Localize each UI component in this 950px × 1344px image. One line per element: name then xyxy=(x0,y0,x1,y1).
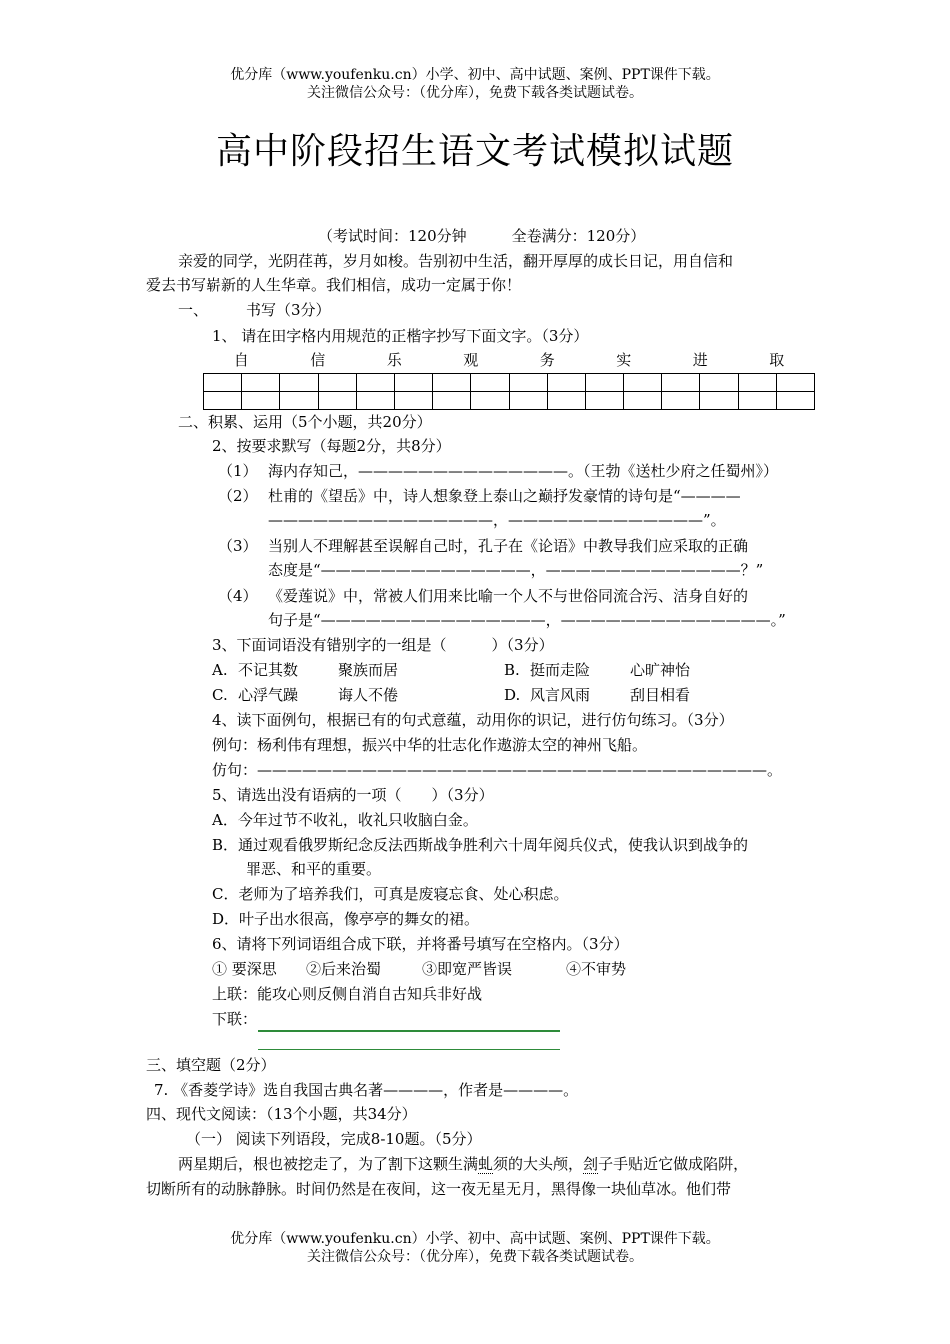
item-text: 杜甫的《望岳》中，诗人想象登上泰山之巅抒发豪情的诗句是“———— xyxy=(268,487,741,505)
option-word: 刮目相看 xyxy=(630,686,691,704)
footer-line-2: 关注微信公众号：（优分库），免费下载各类试题试卷。 xyxy=(307,1249,643,1265)
copy-char: 信 xyxy=(310,351,326,369)
option-b-cont: 罪恶、和平的重要。 xyxy=(246,860,382,878)
section1-heading: 书写（3分） xyxy=(246,301,331,319)
grid-cell[interactable] xyxy=(204,392,242,410)
section4-heading: 四、现代文阅读：（13个小题，共34分） xyxy=(146,1105,417,1123)
passage-text: 子手贴近它做成陷阱， xyxy=(598,1155,749,1173)
grid-cell[interactable] xyxy=(318,374,356,392)
question-1: 1、 请在田字格内用规范的正楷字抄写下面文字。（3分） xyxy=(212,327,589,345)
grid-cell[interactable] xyxy=(433,392,471,410)
passage-text: 两星期后，根也被挖走了，为了割下这颗生满 xyxy=(178,1155,479,1173)
grid-cell[interactable] xyxy=(280,374,318,392)
item-text: 《爱莲说》中，常被人们用来比喻一个人不与世俗同流合污、洁身自好的 xyxy=(268,587,749,605)
copy-char: 自 xyxy=(233,351,249,369)
item-number: （4） xyxy=(218,587,258,605)
grid-cell[interactable] xyxy=(585,392,623,410)
grid-cell[interactable] xyxy=(662,392,700,410)
option-word: 不记其数 xyxy=(238,661,299,679)
tianzige-grid[interactable] xyxy=(203,373,815,410)
grid-cell[interactable] xyxy=(624,392,662,410)
couplet-option: ③即宽严皆误 xyxy=(422,960,513,978)
option-a: A．今年过节不收礼，收礼只收脑白金。 xyxy=(212,811,478,829)
option-word: 聚族而居 xyxy=(338,661,399,679)
grid-cell[interactable] xyxy=(471,374,509,392)
grid-cell[interactable] xyxy=(394,392,432,410)
reading-paragraph-line-2: 切断所有的动脉静脉。时间仍然是在夜间，这一夜无星无月，黑得像一块仙草冰。他们带 xyxy=(146,1180,732,1198)
reading-paragraph-line-1 xyxy=(178,1153,748,1175)
footer-line-1: 优分库（www.youfenku.cn）小学、初中、高中试题、案例、PPT课件下载。 xyxy=(230,1231,720,1247)
copy-char: 务 xyxy=(539,351,555,369)
item-text-cont: 态度是“——————————————，—————————————？” xyxy=(268,561,764,579)
option-b: B．通过观看俄罗斯纪念反法西斯战争胜利六十周年阅兵仪式，使我认识到战争的 xyxy=(212,836,749,854)
grid-cell[interactable] xyxy=(204,374,242,392)
question-4-example: 例句：杨利伟有理想，振兴中华的壮志化作遨游太空的神州飞船。 xyxy=(212,736,648,754)
section2-heading: 二、积累、运用（5个小题，共20分） xyxy=(178,413,432,431)
question-6: 6、请将下列词语组合成下联，并将番号填写在空格内。（3分） xyxy=(212,935,629,953)
grid-cell[interactable] xyxy=(471,392,509,410)
item-text-cont: 句子是“———————————————，——————————————。” xyxy=(268,611,786,629)
intro-line-2: 爱去书写崭新的人生华章。我们相信，成功一定属于你！ xyxy=(146,276,522,294)
grid-cell[interactable] xyxy=(738,392,776,410)
grid-cell[interactable] xyxy=(356,374,394,392)
copy-characters xyxy=(203,349,815,371)
intro-line-1: 亲爱的同学，光阴荏苒，岁月如梭。告别初中生活，翻开厚厚的成长日记，用自信和 xyxy=(178,252,734,270)
grid-cell[interactable] xyxy=(585,374,623,392)
grid-cell[interactable] xyxy=(700,374,738,392)
option-d: D．叶子出水很高，像亭亭的舞女的裙。 xyxy=(212,910,480,928)
exam-info: （考试时间：120分钟 全卷满分：120分） xyxy=(318,227,646,245)
question-3: 3、下面词语没有错别字的一组是（ ）（3分） xyxy=(212,636,554,654)
option-word: 心浮气躁 xyxy=(238,686,299,704)
copy-char: 进 xyxy=(692,351,708,369)
item-number: （3） xyxy=(218,537,258,555)
couplet-option: ④不审势 xyxy=(566,960,627,978)
grid-cell[interactable] xyxy=(776,374,814,392)
option-label: A. xyxy=(212,661,228,679)
answer-line[interactable] xyxy=(258,1049,560,1050)
item-text: 海内存知己，——————————————。（王勃《送杜少府之任蜀州》） xyxy=(268,462,779,480)
grid-cell[interactable] xyxy=(547,392,585,410)
question-7: 7. 《香菱学诗》选自我国古典名著————，作者是————。 xyxy=(154,1081,579,1099)
couplet-lower-label: 下联： xyxy=(212,1010,258,1028)
option-label: D. xyxy=(504,686,521,704)
copy-char: 观 xyxy=(463,351,479,369)
question-2: 2、按要求默写（每题2分，共8分） xyxy=(212,437,451,455)
item-number: （1） xyxy=(218,462,258,480)
grid-cell[interactable] xyxy=(242,374,280,392)
item-number: （2） xyxy=(218,487,258,505)
question-4-answer: 仿句：——————————————————————————————————。 xyxy=(212,761,783,779)
option-word: 风言风雨 xyxy=(530,686,591,704)
grid-cell[interactable] xyxy=(356,392,394,410)
grid-cell[interactable] xyxy=(509,374,547,392)
answer-line[interactable] xyxy=(258,1030,560,1032)
section1-number: 一、 xyxy=(178,301,209,319)
question-5: 5、请选出没有语病的一项（ ）（3分） xyxy=(212,786,494,804)
couplet-option: ②后来治蜀 xyxy=(306,960,382,978)
couplet-option: ① 要深思 xyxy=(212,960,277,978)
option-label: C. xyxy=(212,686,228,704)
item-text: 当别人不理解甚至误解自己时，孔子在《论语》中教导我们应采取的正确 xyxy=(268,537,749,555)
option-word: 心旷神怡 xyxy=(630,661,691,679)
grid-cell[interactable] xyxy=(318,392,356,410)
grid-cell[interactable] xyxy=(738,374,776,392)
grid-cell[interactable] xyxy=(700,392,738,410)
grid-cell[interactable] xyxy=(776,392,814,410)
couplet-upper: 上联：能攻心则反侧自消自古知兵非好战 xyxy=(212,985,483,1003)
grid-cell[interactable] xyxy=(624,374,662,392)
option-label: B. xyxy=(504,661,520,679)
section3-heading: 三、填空题（2分） xyxy=(146,1056,276,1074)
header-line-1: 优分库（www.youfenku.cn）小学、初中、高中试题、案例、PPT课件下载。 xyxy=(230,67,720,83)
copy-char: 乐 xyxy=(386,351,402,369)
header-line-2: 关注微信公众号：（优分库），免费下载各类试题试卷。 xyxy=(307,85,643,101)
question-4: 4、读下面例句，根据已有的句式意蕴，动用你的识记，进行仿句练习。（3分） xyxy=(212,711,734,729)
grid-cell[interactable] xyxy=(509,392,547,410)
grid-cell[interactable] xyxy=(394,374,432,392)
copy-char: 取 xyxy=(769,351,785,369)
reading-subheading: （一） 阅读下列语段，完成8-10题。（5分） xyxy=(186,1130,482,1148)
grid-cell[interactable] xyxy=(280,392,318,410)
page-title: 高中阶段招生语文考试模拟试题 xyxy=(215,131,734,172)
option-c: C．老师为了培养我们，可真是废寝忘食、处心积虑。 xyxy=(212,885,569,903)
passage-text: 须的大头颅， xyxy=(493,1155,584,1173)
grid-cell[interactable] xyxy=(547,374,585,392)
grid-cell[interactable] xyxy=(433,374,471,392)
grid-cell[interactable] xyxy=(662,374,700,392)
copy-char: 实 xyxy=(616,351,632,369)
grid-cell[interactable] xyxy=(242,392,280,410)
emphasized-char: 虬 xyxy=(478,1155,494,1173)
emphasized-char: 刽 xyxy=(583,1155,599,1173)
option-word: 挺而走险 xyxy=(530,661,591,679)
option-word: 诲人不倦 xyxy=(338,686,399,704)
item-text-cont: ———————————————，—————————————”。 xyxy=(268,511,726,529)
